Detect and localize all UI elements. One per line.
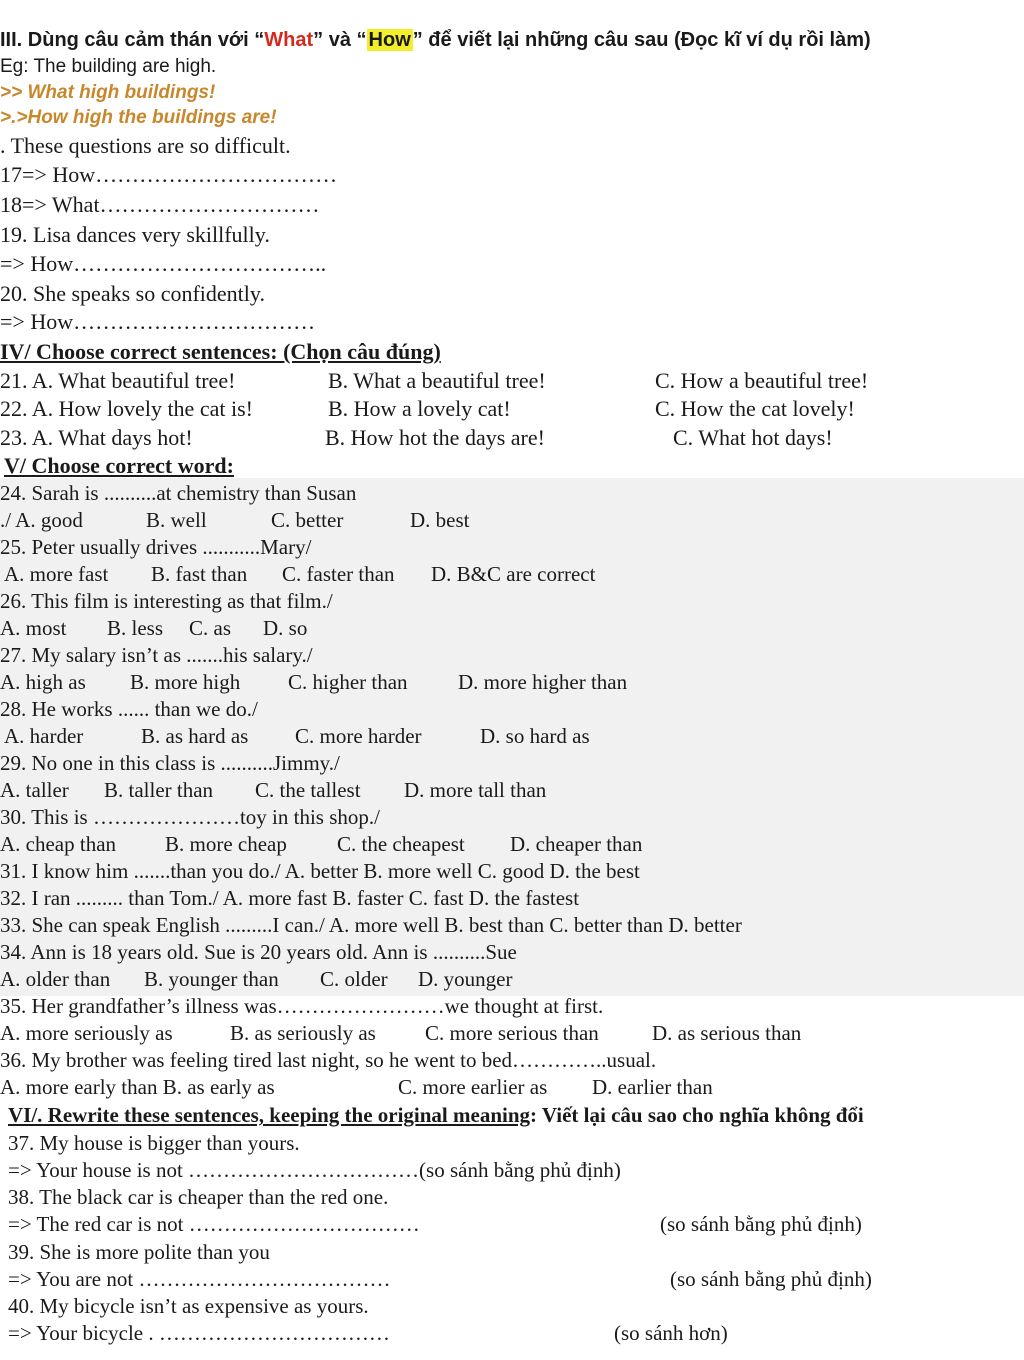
q34-option-b: B. younger than bbox=[144, 967, 279, 991]
question-39: 39. She is more polite than you bbox=[8, 1240, 270, 1264]
note-40: (so sánh hơn) bbox=[614, 1321, 728, 1345]
keyword-how: How bbox=[368, 29, 411, 51]
question-35: 35. Her grandfather’s illness was……………………we thought at first. bbox=[0, 994, 604, 1018]
q35-option-d: D. as serious than bbox=[652, 1021, 802, 1045]
question-30: 30. This is …………………toy in this shop./ bbox=[0, 805, 380, 829]
question-38: 38. The black car is cheaper than the red one. bbox=[8, 1185, 389, 1209]
section-6-heading bbox=[8, 1101, 864, 1129]
question-29: 29. No one in this class is ..........Jimmy./ bbox=[0, 751, 340, 775]
q26-option-d: D. so bbox=[263, 616, 308, 640]
q35-option-c: C. more serious than bbox=[425, 1021, 599, 1045]
answer-17: 17=> How…………………………… bbox=[0, 162, 338, 187]
q29-option-d: D. more tall than bbox=[404, 778, 547, 802]
q23-option-b: B. How hot the days are! bbox=[325, 425, 545, 450]
q29-option-c: C. the tallest bbox=[255, 778, 361, 802]
question-24: 24. Sarah is ..........at chemistry than Susan bbox=[0, 481, 357, 505]
question-16: . These questions are so difficult. bbox=[0, 133, 291, 158]
question-36: 36. My brother was feeling tired last night, so he went to bed…………..usual. bbox=[0, 1048, 657, 1072]
q26-option-b: B. less bbox=[107, 616, 164, 640]
q21-option-c: C. How a beautiful tree! bbox=[655, 368, 869, 393]
section-4-heading: IV/ Choose correct sentences: (Chọn câu đúng) bbox=[0, 339, 441, 364]
q30-option-b: B. more cheap bbox=[165, 832, 287, 856]
q28-option-a: A. harder bbox=[4, 724, 84, 748]
answer-20: => How…………………………… bbox=[0, 309, 316, 334]
keyword-what: What bbox=[264, 29, 314, 51]
q35-option-a: A. more seriously as bbox=[0, 1021, 173, 1045]
q22-option-c: C. How the cat lovely! bbox=[655, 396, 855, 421]
answer-38: => The red car is not …………………………… bbox=[8, 1212, 420, 1236]
q25-option-a: A. more fast bbox=[4, 562, 109, 586]
section-5-heading: V/ Choose correct word: bbox=[4, 453, 234, 478]
q24-option-c: C. better bbox=[271, 508, 344, 532]
q35-option-b: B. as seriously as bbox=[230, 1021, 376, 1045]
heading-part: ” và “ bbox=[313, 29, 367, 51]
answer-39: => You are not ……………………………… bbox=[8, 1267, 391, 1291]
q27-option-c: C. higher than bbox=[288, 670, 408, 694]
q26-option-c: C. as bbox=[189, 616, 231, 640]
q28-option-d: D. so hard as bbox=[480, 724, 590, 748]
answer-40: => Your bicycle . …………………………… bbox=[8, 1321, 390, 1345]
q36-option-ab: A. more early than B. as early as bbox=[0, 1075, 275, 1099]
q30-option-d: D. cheaper than bbox=[510, 832, 643, 856]
example-answer-how: >.>How high the buildings are! bbox=[0, 107, 277, 128]
heading-part: III. Dùng câu cảm thán với “ bbox=[0, 29, 265, 51]
q28-option-c: C. more harder bbox=[295, 724, 422, 748]
example-sentence: Eg: The building are high. bbox=[0, 56, 217, 77]
example-answer-what: >> What high buildings! bbox=[0, 82, 216, 103]
q29-option-a: A. taller bbox=[0, 778, 69, 802]
question-37: 37. My house is bigger than yours. bbox=[8, 1131, 300, 1155]
q27-option-b: B. more high bbox=[130, 670, 241, 694]
q22-option-b: B. How a lovely cat! bbox=[328, 396, 511, 421]
section-6-subtitle: : Viết lại câu sao cho nghĩa không đổi bbox=[530, 1103, 864, 1127]
q34-option-c: C. older bbox=[320, 967, 388, 991]
q28-option-b: B. as hard as bbox=[141, 724, 249, 748]
q30-option-a: A. cheap than bbox=[0, 832, 117, 856]
question-27: 27. My salary isn’t as .......his salary./ bbox=[0, 643, 313, 667]
answer-18: 18=> What………………………… bbox=[0, 192, 320, 217]
answer-19: => How…………………………….. bbox=[0, 251, 327, 276]
q27-option-d: D. more higher than bbox=[458, 670, 628, 694]
q22-option-a: 22. A. How lovely the cat is! bbox=[0, 396, 253, 421]
heading-part: ” để viết lại những câu sau (Đọc kĩ ví dụ rồi làm) bbox=[412, 29, 871, 51]
q24-option-d: D. best bbox=[410, 508, 470, 532]
question-26: 26. This film is interesting as that film./ bbox=[0, 589, 333, 613]
question-34: 34. Ann is 18 years old. Sue is 20 years old. Ann is ..........Sue bbox=[0, 940, 517, 964]
q27-option-a: A. high as bbox=[0, 670, 86, 694]
q36-option-c: C. more earlier as bbox=[398, 1075, 548, 1099]
question-19: 19. Lisa dances very skillfully. bbox=[0, 222, 270, 247]
q24-option-a: ./ A. good bbox=[0, 508, 83, 532]
q34-option-d: D. younger bbox=[418, 967, 513, 991]
q36-option-d: D. earlier than bbox=[592, 1075, 713, 1099]
q25-option-c: C. faster than bbox=[282, 562, 395, 586]
q23-option-c: C. What hot days! bbox=[673, 425, 833, 450]
q21-option-b: B. What a beautiful tree! bbox=[328, 368, 546, 393]
question-28: 28. He works ...... than we do./ bbox=[0, 697, 258, 721]
q21-option-a: 21. A. What beautiful tree! bbox=[0, 368, 236, 393]
question-40: 40. My bicycle isn’t as expensive as yours. bbox=[8, 1294, 369, 1318]
q30-option-c: C. the cheapest bbox=[337, 832, 465, 856]
q24-option-b: B. well bbox=[146, 508, 207, 532]
note-38: (so sánh bằng phủ định) bbox=[660, 1212, 862, 1236]
q34-option-a: A. older than bbox=[0, 967, 111, 991]
answer-37: => Your house is not ……………………………(so sánh bằng phủ định) bbox=[8, 1158, 621, 1182]
note-39: (so sánh bằng phủ định) bbox=[670, 1267, 872, 1291]
q25-option-d: D. B&C are correct bbox=[431, 562, 596, 586]
question-20: 20. She speaks so confidently. bbox=[0, 281, 265, 306]
section-6-title: VI/. Rewrite these sentences, keeping the original meaning bbox=[8, 1103, 531, 1127]
q25-option-b: B. fast than bbox=[151, 562, 248, 586]
question-31: 31. I know him .......than you do./ A. better B. more well C. good D. the best bbox=[0, 859, 640, 883]
question-32: 32. I ran ......... than Tom./ A. more fast B. faster C. fast D. the fastest bbox=[0, 886, 580, 910]
question-33: 33. She can speak English .........I can./ A. more well B. best than C. better than D. better bbox=[0, 913, 742, 937]
q23-option-a: 23. A. What days hot! bbox=[0, 425, 193, 450]
q29-option-b: B. taller than bbox=[104, 778, 214, 802]
section-3-heading bbox=[0, 26, 1010, 54]
q26-option-a: A. most bbox=[0, 616, 67, 640]
question-25: 25. Peter usually drives ...........Mary/ bbox=[0, 535, 312, 559]
